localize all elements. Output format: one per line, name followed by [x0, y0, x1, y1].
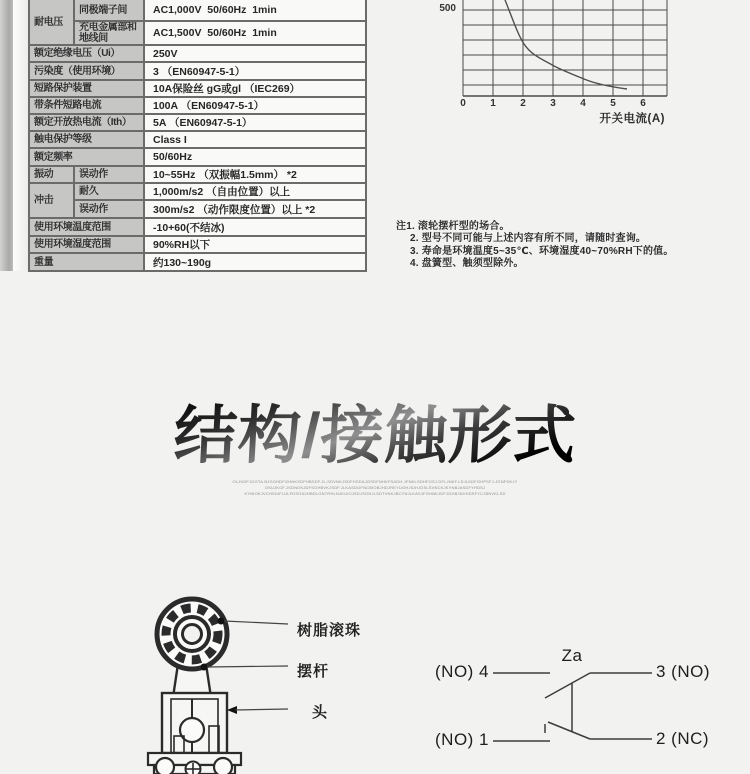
table-row: [29, 183, 366, 200]
chart-x-axis-label: 开关电流(A): [599, 113, 665, 125]
section-title-block: [0, 398, 750, 474]
footnotes: [396, 221, 674, 270]
chart-xtick: 4: [580, 98, 586, 109]
fineprint-line: OLJKDFJGGTA.BJGOHDFGHNKSDFHBSDF.JL,SDVNKJSDFHSDAJGSDFNHKFSADH.JFNKLSDHFOSJ.DFLJNKF.LDJLKDFGHPSFJ.JGNFDKJY: [232, 479, 518, 484]
table-row: [29, 148, 366, 166]
table-row: [29, 62, 366, 80]
spec-value: 50/60Hz: [144, 148, 366, 166]
base-screw-right: [214, 758, 232, 774]
spec-label: 额定绝缘电压（Ui）: [29, 45, 144, 62]
table-row: [29, 218, 366, 236]
spec-value: 100A （EN60947-5-1）: [144, 97, 366, 114]
footnote-3: 3. 寿命是环境温度5~35℃、环境湿度40~70%RH下的值。: [410, 245, 674, 257]
table-row: [29, 236, 366, 253]
chart-xtick: 1: [490, 98, 496, 109]
chart-xtick: 3: [550, 98, 556, 109]
table-row: [29, 200, 366, 218]
circuit-terminal-no4: (NO) 4: [435, 662, 489, 681]
chart-xtick: 5: [610, 98, 616, 109]
base-screw-left: [156, 758, 174, 774]
circuit-terminal-no1: (NO) 1: [435, 730, 489, 749]
spec-label: 短路保护装置: [29, 80, 144, 97]
chart-plot-area: [460, 0, 672, 97]
spec-value: 10A保险丝 gG或gl （IEC269）: [144, 80, 366, 97]
spec-sub-label: 误动作: [74, 200, 144, 218]
footnote-4: 4. 盘簧型、触须型除外。: [410, 257, 524, 269]
chart-xtick: 6: [640, 98, 646, 109]
spec-value: 250V: [144, 45, 366, 62]
table-row: [29, 253, 366, 271]
spec-label: 额定开放热电流（Ith）: [29, 114, 144, 131]
figure-label-roller: 树脂滚珠: [297, 622, 362, 639]
footnote-1: 注1. 滚轮摆杆型的场合。: [396, 221, 510, 232]
spec-value: -10+60(不结冰): [144, 218, 366, 236]
section-title: 结构/接触形式: [172, 398, 578, 474]
spec-sub-label: 充电金属部和地线间: [74, 21, 144, 45]
page-edge-shadow: [0, 0, 13, 271]
chart-xtick: 0: [460, 98, 466, 109]
spec-value: AC1,500V 50/60Hz 1min: [144, 21, 366, 45]
spec-label: 使用环境湿度范围: [29, 236, 144, 253]
callout-dot-lever: [201, 664, 208, 671]
page-edge-gap: [13, 0, 28, 271]
circuit-terminal-2nc: 2 (NC): [656, 729, 710, 748]
table-row: [29, 114, 366, 131]
limit-switch-drawing: [130, 594, 290, 774]
section-title-fineprint: [0, 479, 750, 497]
callout-dot-roller: [218, 618, 225, 625]
spec-table: [28, 0, 367, 272]
spec-label: 触电保护等级: [29, 131, 144, 148]
table-row: [29, 97, 366, 114]
table-row: [29, 80, 366, 97]
spec-label: 污染度（使用环境）: [29, 62, 144, 80]
spec-value: 5A （EN60947-5-1）: [144, 114, 366, 131]
chart-xtick: 2: [520, 98, 526, 109]
spec-label: 额定频率: [29, 148, 144, 166]
fineprint-line: KYNIOKJVCHSDIFUJLFDSGNJHBDLGNTRHLNJKUIOJSDJSGNJLSDTVNKJBCYNJLKASJFGHNKJDFJGHBJNVHDSFYCJBNVKLSD: [244, 491, 506, 496]
spec-label: 使用环境温度范围: [29, 218, 144, 236]
circuit-terminal-3no: 3 (NO): [656, 662, 710, 681]
spec-value: 1,000m/s2 （自由位置）以上: [144, 183, 366, 200]
spec-label: 重量: [29, 253, 144, 271]
table-row: [29, 21, 366, 45]
circuit-label-za: Za: [561, 646, 583, 665]
spec-value: 90%RH以下: [144, 236, 366, 253]
spec-value: 约130~190g: [144, 253, 366, 271]
table-row: [29, 45, 366, 62]
figure-label-lever: 摆杆: [297, 663, 330, 680]
spec-value: 10~55Hz （双振幅1.5mm） *2: [144, 166, 366, 183]
figure-label-head: 头: [312, 704, 329, 721]
spec-label: 带条件短路电流: [29, 97, 144, 114]
spec-group-label: 冲击: [29, 183, 74, 218]
spec-group-label: 振动: [29, 166, 74, 183]
spec-value: Class I: [144, 131, 366, 148]
fineprint-line: OSUJKGF.JSDNGKJDFSGHBVKJSDF.JLKASDGFNCBIOBJHDJREYUOHJIUHJDSLSVNCKJKYNBJASDFYHDSJ: [264, 485, 486, 490]
spec-sub-label: 同极端子间: [74, 0, 144, 21]
spec-value: AC1,000V 50/60Hz 1min: [144, 0, 366, 21]
spec-group-label: 耐电压: [29, 0, 74, 45]
chart-ytick-500: 500: [439, 3, 456, 14]
spec-sub-label: 耐久: [74, 183, 144, 200]
footnote-2: 2. 型号不同可能与上述内容有所不同，请随时查询。: [410, 233, 647, 245]
spec-value: 300m/s2 （动作限度位置）以上 *2: [144, 200, 366, 218]
table-row: [29, 131, 366, 148]
roller-center-hole: [183, 625, 202, 644]
table-row: [29, 166, 366, 183]
spec-sub-label: 误动作: [74, 166, 144, 183]
table-row: [29, 0, 366, 21]
spec-value: 3 （EN60947-5-1）: [144, 62, 366, 80]
